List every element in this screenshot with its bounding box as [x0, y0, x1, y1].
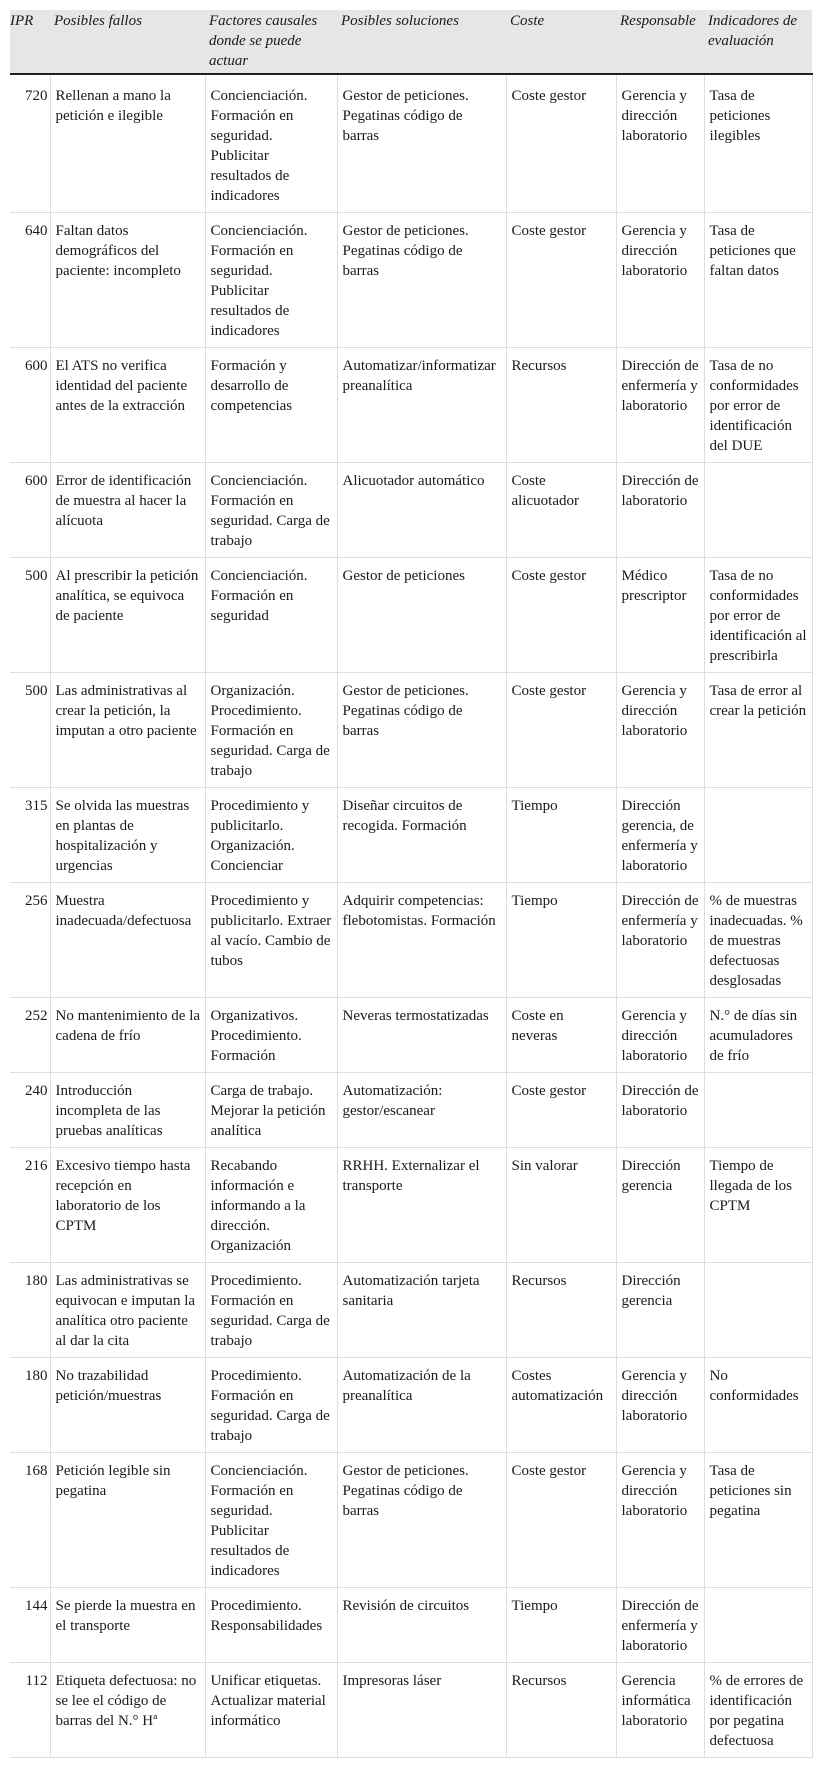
cell-fallo: No trazabilidad petición/muestras: [50, 1358, 205, 1453]
table-row: [10, 673, 812, 788]
cell-fallo: Petición legible sin pegatina: [50, 1453, 205, 1588]
cell-factores: Procedimiento. Formación en seguridad. Carga de trabajo: [205, 1263, 337, 1358]
cell-soluciones: Automatizar/informatizar preanalítica: [337, 348, 506, 463]
cell-coste: Sin valorar: [506, 1148, 616, 1263]
cell-ipr: 168: [10, 1453, 50, 1588]
cell-soluciones: Automatización: gestor/escanear: [337, 1073, 506, 1148]
cell-soluciones: Impresoras láser: [337, 1663, 506, 1758]
failure-analysis-table: [10, 10, 813, 1758]
cell-indicadores: Tiempo de llegada de los CPTM: [704, 1148, 812, 1263]
cell-ipr: 180: [10, 1358, 50, 1453]
cell-coste: Tiempo: [506, 788, 616, 883]
cell-factores: Procedimiento y publicitarlo. Extraer al vacío. Cambio de tubos: [205, 883, 337, 998]
cell-responsable: Dirección de enfermería y laboratorio: [616, 883, 704, 998]
cell-soluciones: Gestor de peticiones. Pegatinas código de barras: [337, 1453, 506, 1588]
header-factores-causales: Factores causales donde se puede actuar: [205, 11, 337, 75]
table-row: [10, 1073, 812, 1148]
table-row: [10, 1663, 812, 1758]
cell-soluciones: Gestor de peticiones. Pegatinas código de barras: [337, 673, 506, 788]
header-row: [10, 11, 812, 75]
table-row: [10, 74, 812, 213]
cell-ipr: 216: [10, 1148, 50, 1263]
cell-ipr: 640: [10, 213, 50, 348]
cell-fallo: Se olvida las muestras en plantas de hospitalización y urgencias: [50, 788, 205, 883]
cell-fallo: Muestra inadecuada/defectuosa: [50, 883, 205, 998]
header-posibles-soluciones: Posibles soluciones: [337, 11, 506, 75]
cell-responsable: Gerencia y dirección laboratorio: [616, 213, 704, 348]
cell-coste: Coste gestor: [506, 213, 616, 348]
table-row: [10, 1358, 812, 1453]
cell-soluciones: Automatización de la preanalítica: [337, 1358, 506, 1453]
cell-factores: Concienciación. Formación en seguridad: [205, 558, 337, 673]
cell-ipr: 112: [10, 1663, 50, 1758]
cell-fallo: Etiqueta defectuosa: no se lee el código de barras del N.° Hª: [50, 1663, 205, 1758]
cell-factores: Organización. Procedimiento. Formación en seguridad. Carga de trabajo: [205, 673, 337, 788]
cell-ipr: 180: [10, 1263, 50, 1358]
cell-ipr: 240: [10, 1073, 50, 1148]
cell-soluciones: Gestor de peticiones. Pegatinas código de barras: [337, 213, 506, 348]
cell-responsable: Gerencia y dirección laboratorio: [616, 74, 704, 213]
table-row: [10, 1263, 812, 1358]
cell-indicadores: [704, 1588, 812, 1663]
cell-coste: Coste gestor: [506, 673, 616, 788]
cell-coste: Tiempo: [506, 1588, 616, 1663]
cell-fallo: Faltan datos demográficos del paciente: incompleto: [50, 213, 205, 348]
header-coste: Coste: [506, 11, 616, 75]
cell-ipr: 256: [10, 883, 50, 998]
cell-soluciones: Automatización tarjeta sanitaria: [337, 1263, 506, 1358]
cell-responsable: Dirección de laboratorio: [616, 1073, 704, 1148]
cell-responsable: Dirección de enfermería y laboratorio: [616, 1588, 704, 1663]
cell-factores: Recabando información e informando a la dirección. Organización: [205, 1148, 337, 1263]
cell-responsable: Dirección gerencia, de enfermería y laboratorio: [616, 788, 704, 883]
cell-fallo: Se pierde la muestra en el transporte: [50, 1588, 205, 1663]
cell-soluciones: Neveras termostatizadas: [337, 998, 506, 1073]
header-posibles-fallos: Posibles fallos: [50, 11, 205, 75]
cell-indicadores: [704, 463, 812, 558]
cell-responsable: Gerencia y dirección laboratorio: [616, 1453, 704, 1588]
cell-factores: Concienciación. Formación en seguridad. Publicitar resultados de indicadores: [205, 74, 337, 213]
cell-factores: Concienciación. Formación en seguridad. Publicitar resultados de indicadores: [205, 213, 337, 348]
cell-coste: Tiempo: [506, 883, 616, 998]
cell-ipr: 500: [10, 673, 50, 788]
cell-indicadores: Tasa de error al crear la petición: [704, 673, 812, 788]
cell-fallo: Error de identificación de muestra al hacer la alícuota: [50, 463, 205, 558]
cell-factores: Concienciación. Formación en seguridad. Publicitar resultados de indicadores: [205, 1453, 337, 1588]
cell-coste: Coste gestor: [506, 558, 616, 673]
cell-responsable: Gerencia y dirección laboratorio: [616, 673, 704, 788]
cell-coste: Coste gestor: [506, 74, 616, 213]
cell-fallo: El ATS no verifica identidad del paciente antes de la extracción: [50, 348, 205, 463]
header-responsable: Responsable: [616, 11, 704, 75]
cell-indicadores: Tasa de peticiones ilegibles: [704, 74, 812, 213]
cell-indicadores: % de muestras inadecuadas. % de muestras defectuosas desglosadas: [704, 883, 812, 998]
cell-coste: Recursos: [506, 1663, 616, 1758]
cell-fallo: Introducción incompleta de las pruebas analíticas: [50, 1073, 205, 1148]
table-row: [10, 788, 812, 883]
table-row: [10, 1453, 812, 1588]
cell-ipr: 252: [10, 998, 50, 1073]
cell-indicadores: N.° de días sin acumuladores de frío: [704, 998, 812, 1073]
cell-coste: Coste gestor: [506, 1453, 616, 1588]
cell-factores: Concienciación. Formación en seguridad. Carga de trabajo: [205, 463, 337, 558]
cell-responsable: Gerencia y dirección laboratorio: [616, 998, 704, 1073]
cell-soluciones: Revisión de circuitos: [337, 1588, 506, 1663]
cell-coste: Coste en neveras: [506, 998, 616, 1073]
cell-responsable: Dirección gerencia: [616, 1148, 704, 1263]
cell-factores: Carga de trabajo. Mejorar la petición analítica: [205, 1073, 337, 1148]
cell-ipr: 500: [10, 558, 50, 673]
cell-coste: Costes automatización: [506, 1358, 616, 1453]
table-row: [10, 998, 812, 1073]
cell-factores: Organizativos. Procedimiento. Formación: [205, 998, 337, 1073]
cell-factores: Procedimiento y publicitarlo. Organización. Concienciar: [205, 788, 337, 883]
cell-soluciones: Alicuotador automático: [337, 463, 506, 558]
cell-responsable: Dirección de enfermería y laboratorio: [616, 348, 704, 463]
cell-responsable: Dirección gerencia: [616, 1263, 704, 1358]
cell-fallo: Las administrativas al crear la petición, la imputan a otro paciente: [50, 673, 205, 788]
cell-indicadores: % de errores de identificación por pegatina defectuosa: [704, 1663, 812, 1758]
cell-indicadores: No conformidades: [704, 1358, 812, 1453]
table-row: [10, 883, 812, 998]
cell-indicadores: [704, 788, 812, 883]
cell-ipr: 600: [10, 463, 50, 558]
cell-indicadores: Tasa de no conformidades por error de identificación del DUE: [704, 348, 812, 463]
cell-indicadores: Tasa de peticiones que faltan datos: [704, 213, 812, 348]
cell-ipr: 315: [10, 788, 50, 883]
cell-fallo: Al prescribir la petición analítica, se equivoca de paciente: [50, 558, 205, 673]
table-body: [10, 74, 812, 1758]
cell-factores: Formación y desarrollo de competencias: [205, 348, 337, 463]
cell-soluciones: Adquirir competencias: flebotomistas. Formación: [337, 883, 506, 998]
cell-indicadores: Tasa de no conformidades por error de identificación al prescribirla: [704, 558, 812, 673]
table-row: [10, 1588, 812, 1663]
table-header: [10, 11, 812, 75]
cell-indicadores: Tasa de peticiones sin pegatina: [704, 1453, 812, 1588]
cell-responsable: Médico prescriptor: [616, 558, 704, 673]
cell-responsable: Dirección de laboratorio: [616, 463, 704, 558]
cell-factores: Procedimiento. Formación en seguridad. Carga de trabajo: [205, 1358, 337, 1453]
cell-soluciones: RRHH. Externalizar el transporte: [337, 1148, 506, 1263]
table-row: [10, 213, 812, 348]
header-ipr: IPR: [10, 11, 50, 75]
cell-soluciones: Gestor de peticiones. Pegatinas código de barras: [337, 74, 506, 213]
table-row: [10, 348, 812, 463]
cell-responsable: Gerencia informática laboratorio: [616, 1663, 704, 1758]
cell-fallo: Las administrativas se equivocan e imputan la analítica otro paciente al dar la cita: [50, 1263, 205, 1358]
cell-fallo: Excesivo tiempo hasta recepción en laboratorio de los CPTM: [50, 1148, 205, 1263]
cell-fallo: Rellenan a mano la petición e ilegible: [50, 74, 205, 213]
cell-factores: Procedimiento. Responsabilidades: [205, 1588, 337, 1663]
cell-coste: Recursos: [506, 348, 616, 463]
table-row: [10, 1148, 812, 1263]
table-row: [10, 463, 812, 558]
cell-ipr: 144: [10, 1588, 50, 1663]
cell-coste: Coste gestor: [506, 1073, 616, 1148]
cell-ipr: 720: [10, 74, 50, 213]
cell-coste: Recursos: [506, 1263, 616, 1358]
cell-responsable: Gerencia y dirección laboratorio: [616, 1358, 704, 1453]
cell-soluciones: Diseñar circuitos de recogida. Formación: [337, 788, 506, 883]
cell-coste: Coste alicuotador: [506, 463, 616, 558]
cell-soluciones: Gestor de peticiones: [337, 558, 506, 673]
cell-factores: Unificar etiquetas. Actualizar material informático: [205, 1663, 337, 1758]
cell-ipr: 600: [10, 348, 50, 463]
header-indicadores: Indicadores de evaluación: [704, 11, 812, 75]
amfe-table-container: [10, 10, 812, 1758]
cell-fallo: No mantenimiento de la cadena de frío: [50, 998, 205, 1073]
table-row: [10, 558, 812, 673]
cell-indicadores: [704, 1073, 812, 1148]
cell-indicadores: [704, 1263, 812, 1358]
